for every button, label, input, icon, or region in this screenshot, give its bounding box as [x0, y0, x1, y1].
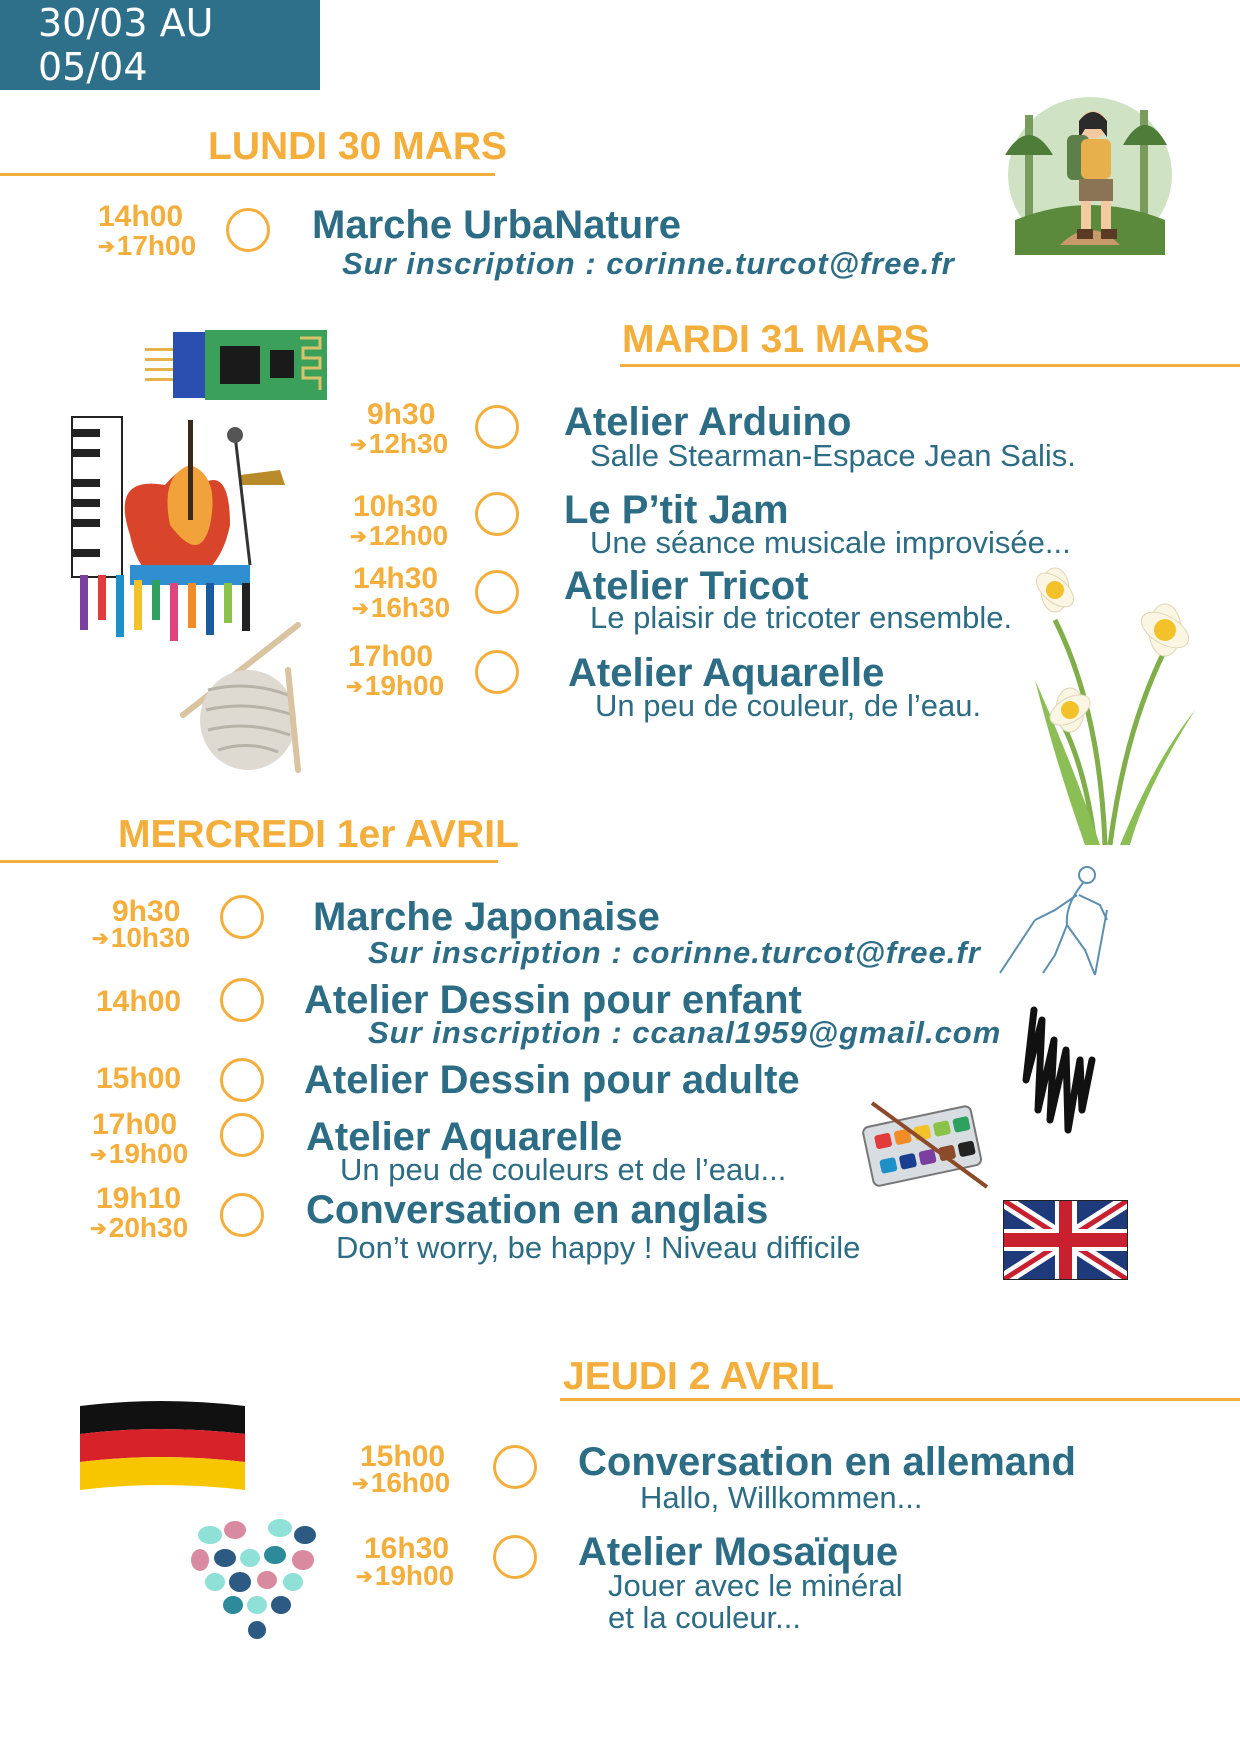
event-checkbox[interactable]	[220, 978, 264, 1022]
event-checkbox[interactable]	[475, 650, 519, 694]
event-title: Conversation en allemand	[578, 1440, 1076, 1484]
event-title: Marche UrbaNature	[312, 203, 682, 247]
event-title: Atelier Aquarelle	[568, 651, 885, 695]
day-title-jeudi: JEUDI 2 AVRIL	[563, 1355, 834, 1398]
week-range-badge: 30/03 AU 05/04	[0, 0, 320, 90]
scribble-icon	[1020, 1000, 1100, 1135]
event-subtitle: Le plaisir de tricoter ensemble.	[590, 600, 1013, 635]
event-end-time: ➔ 16h30	[352, 592, 450, 624]
event-title: Le P’tit Jam	[564, 488, 789, 532]
event-subtitle: Un peu de couleur, de l’eau.	[595, 688, 982, 723]
event-end-time: ➔ 19h00	[356, 1560, 454, 1592]
event-checkbox[interactable]	[493, 1535, 537, 1579]
event-start-time: 15h00	[360, 1440, 446, 1473]
hiker-icon	[1005, 95, 1175, 255]
uk-flag-icon	[1003, 1200, 1128, 1280]
event-end-time: ➔ 17h00	[98, 230, 196, 262]
event-subtitle: Sur inscription : ccanal1959@gmail.com	[368, 1015, 1002, 1050]
event-end-time: ➔ 19h00	[346, 670, 444, 702]
event-title: Atelier Aquarelle	[306, 1115, 623, 1159]
event-title: Atelier Tricot	[564, 564, 809, 608]
event-checkbox[interactable]	[475, 405, 519, 449]
event-start-time: 14h00	[98, 200, 184, 233]
event-subtitle: Un peu de couleurs et de l’eau...	[340, 1152, 787, 1187]
event-end-time: ➔ 20h30	[90, 1212, 188, 1244]
event-subtitle: Sur inscription : corinne.turcot@free.fr	[342, 246, 955, 281]
day-divider	[0, 173, 495, 176]
event-checkbox[interactable]	[220, 1058, 264, 1102]
day-divider	[560, 1398, 1240, 1401]
event-end-time: ➔ 16h00	[352, 1467, 450, 1499]
day-title-mardi: MARDI 31 MARS	[622, 318, 930, 361]
event-checkbox[interactable]	[220, 1113, 264, 1157]
event-checkbox[interactable]	[220, 895, 264, 939]
event-start-time: 9h30	[112, 895, 181, 928]
event-title: Atelier Arduino	[564, 400, 852, 444]
event-end-time: ➔ 19h00	[90, 1138, 188, 1170]
event-start-time: 17h00	[348, 640, 434, 673]
event-title: Marche Japonaise	[313, 895, 660, 939]
event-start-time: 14h30	[353, 562, 439, 595]
knitting-icon	[178, 610, 303, 780]
event-end-time: ➔ 12h00	[350, 520, 448, 552]
event-subtitle: Don’t worry, be happy ! Niveau difficile	[336, 1230, 861, 1265]
event-start-time: 9h30	[367, 398, 436, 431]
day-divider	[620, 364, 1240, 367]
event-subtitle: Une séance musicale improvisée...	[590, 525, 1071, 560]
event-checkbox[interactable]	[493, 1445, 537, 1489]
event-start-time: 14h00	[96, 985, 182, 1018]
event-end-time: ➔ 12h30	[350, 428, 448, 460]
mosaic-heart-icon	[185, 1510, 330, 1650]
event-checkbox[interactable]	[475, 570, 519, 614]
day-divider	[0, 860, 498, 863]
nordic-walker-icon	[995, 865, 1120, 980]
day-title-lundi: LUNDI 30 MARS	[208, 125, 508, 168]
event-title: Atelier Mosaïque	[578, 1530, 899, 1574]
event-start-time: 15h00	[96, 1062, 182, 1095]
event-start-time: 10h30	[353, 490, 439, 523]
event-checkbox[interactable]	[220, 1193, 264, 1237]
event-checkbox[interactable]	[475, 492, 519, 536]
event-subtitle: Jouer avec le minéral	[608, 1568, 903, 1603]
event-start-time: 19h10	[96, 1182, 182, 1215]
event-start-time: 16h30	[364, 1532, 450, 1565]
event-subtitle: Hallo, Willkommen...	[640, 1480, 923, 1515]
german-flag-icon	[80, 1400, 245, 1492]
event-subtitle: Sur inscription : corinne.turcot@free.fr	[368, 935, 981, 970]
event-title: Atelier Dessin pour adulte	[304, 1058, 800, 1102]
event-subtitle-line2: et la couleur...	[608, 1600, 802, 1635]
bluetooth-module-icon	[145, 328, 330, 402]
event-checkbox[interactable]	[226, 208, 270, 252]
event-title: Atelier Dessin pour enfant	[304, 978, 802, 1022]
daffodil-icon	[1015, 560, 1215, 845]
event-end-time: ➔ 10h30	[92, 922, 190, 954]
event-title: Conversation en anglais	[306, 1188, 769, 1232]
day-title-mercredi: MERCREDI 1er AVRIL	[118, 813, 519, 856]
watercolor-palette-icon	[862, 1095, 992, 1195]
event-start-time: 17h00	[92, 1108, 178, 1141]
event-subtitle: Salle Stearman-Espace Jean Salis.	[590, 438, 1076, 473]
